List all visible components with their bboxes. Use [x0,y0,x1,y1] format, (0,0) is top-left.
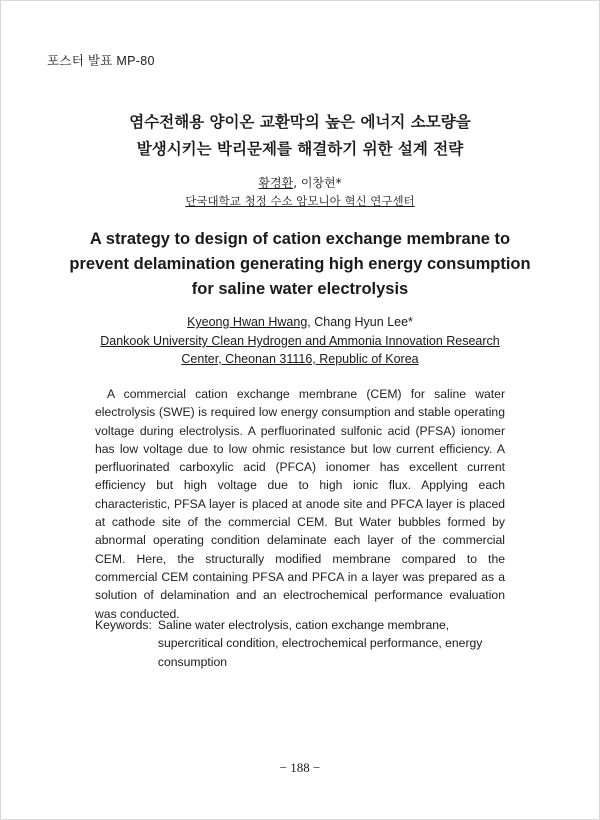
korean-authors [0,174,600,191]
korean-presenting-author: 황경환 [258,176,294,190]
english-coauthors: , Chang Hyun Lee* [307,315,413,329]
english-presenting-author: Kyeong Hwan Hwang [187,315,308,329]
english-title [0,227,600,302]
english-title-line-3: for saline water electrolysis [191,280,409,298]
english-title-line-1: A strategy to design of cation exchange membrane to [89,230,511,248]
english-affiliation-line-2: Center, Cheonan 31116, Republic of Korea [181,352,419,366]
english-title-line-2: prevent delamination generating high energy consumption [69,255,531,273]
keywords-label: Keywords: [95,618,152,632]
page-number: − 188 − [279,760,321,775]
english-authors [0,315,600,329]
korean-affiliation [0,193,600,209]
keywords [95,616,505,671]
korean-title [0,109,600,163]
korean-title-line-2: 발생시키는 박리문제를 해결하기 위한 설계 전략 [136,140,464,158]
english-affiliation-line-1: Dankook University Clean Hydrogen and Ammonia Innovation Research [100,334,500,348]
abstract-body: A commercial cation exchange membrane (CEM) for saline water electrolysis (SWE) is required low energy consumption and stable operating voltage during electrolysis. A perfluorinated sulfonic acid (PFSA) ionomer has low voltage due to low ohmic resistance but low current efficiency. A perfluorinated carboxylic acid (PFCA) ionomer has excellent current efficiency but high voltage due to high ionic flux. Applying each characteristic, PFSA layer is placed at anode site and PFCA layer is placed at cathode site of the commercial CEM. But Water bubbles formed by abnormal operating condition delaminate each layer of the commercial CEM. Here, the structurally modified membrane compared to the commercial CEM containing PFSA and PFCA in a layer was prepared as a solution of delamination and an electrochemical performance evaluation was conducted. [95,387,505,621]
session-label: 포스터 발표 MP-80 [47,54,155,68]
english-affiliation [0,332,600,368]
korean-affiliation-text: 단국대학교 청정 수소 암모니아 혁신 연구센터 [185,194,415,208]
keywords-text: Saline water electrolysis, cation exchange membrane, supercritical condition, electrochemical performance, energy consumption [157,618,483,669]
korean-title-line-1: 염수전해용 양이온 교환막의 높은 에너지 소모량을 [129,113,471,131]
korean-coauthors: , 이창현* [293,176,342,190]
